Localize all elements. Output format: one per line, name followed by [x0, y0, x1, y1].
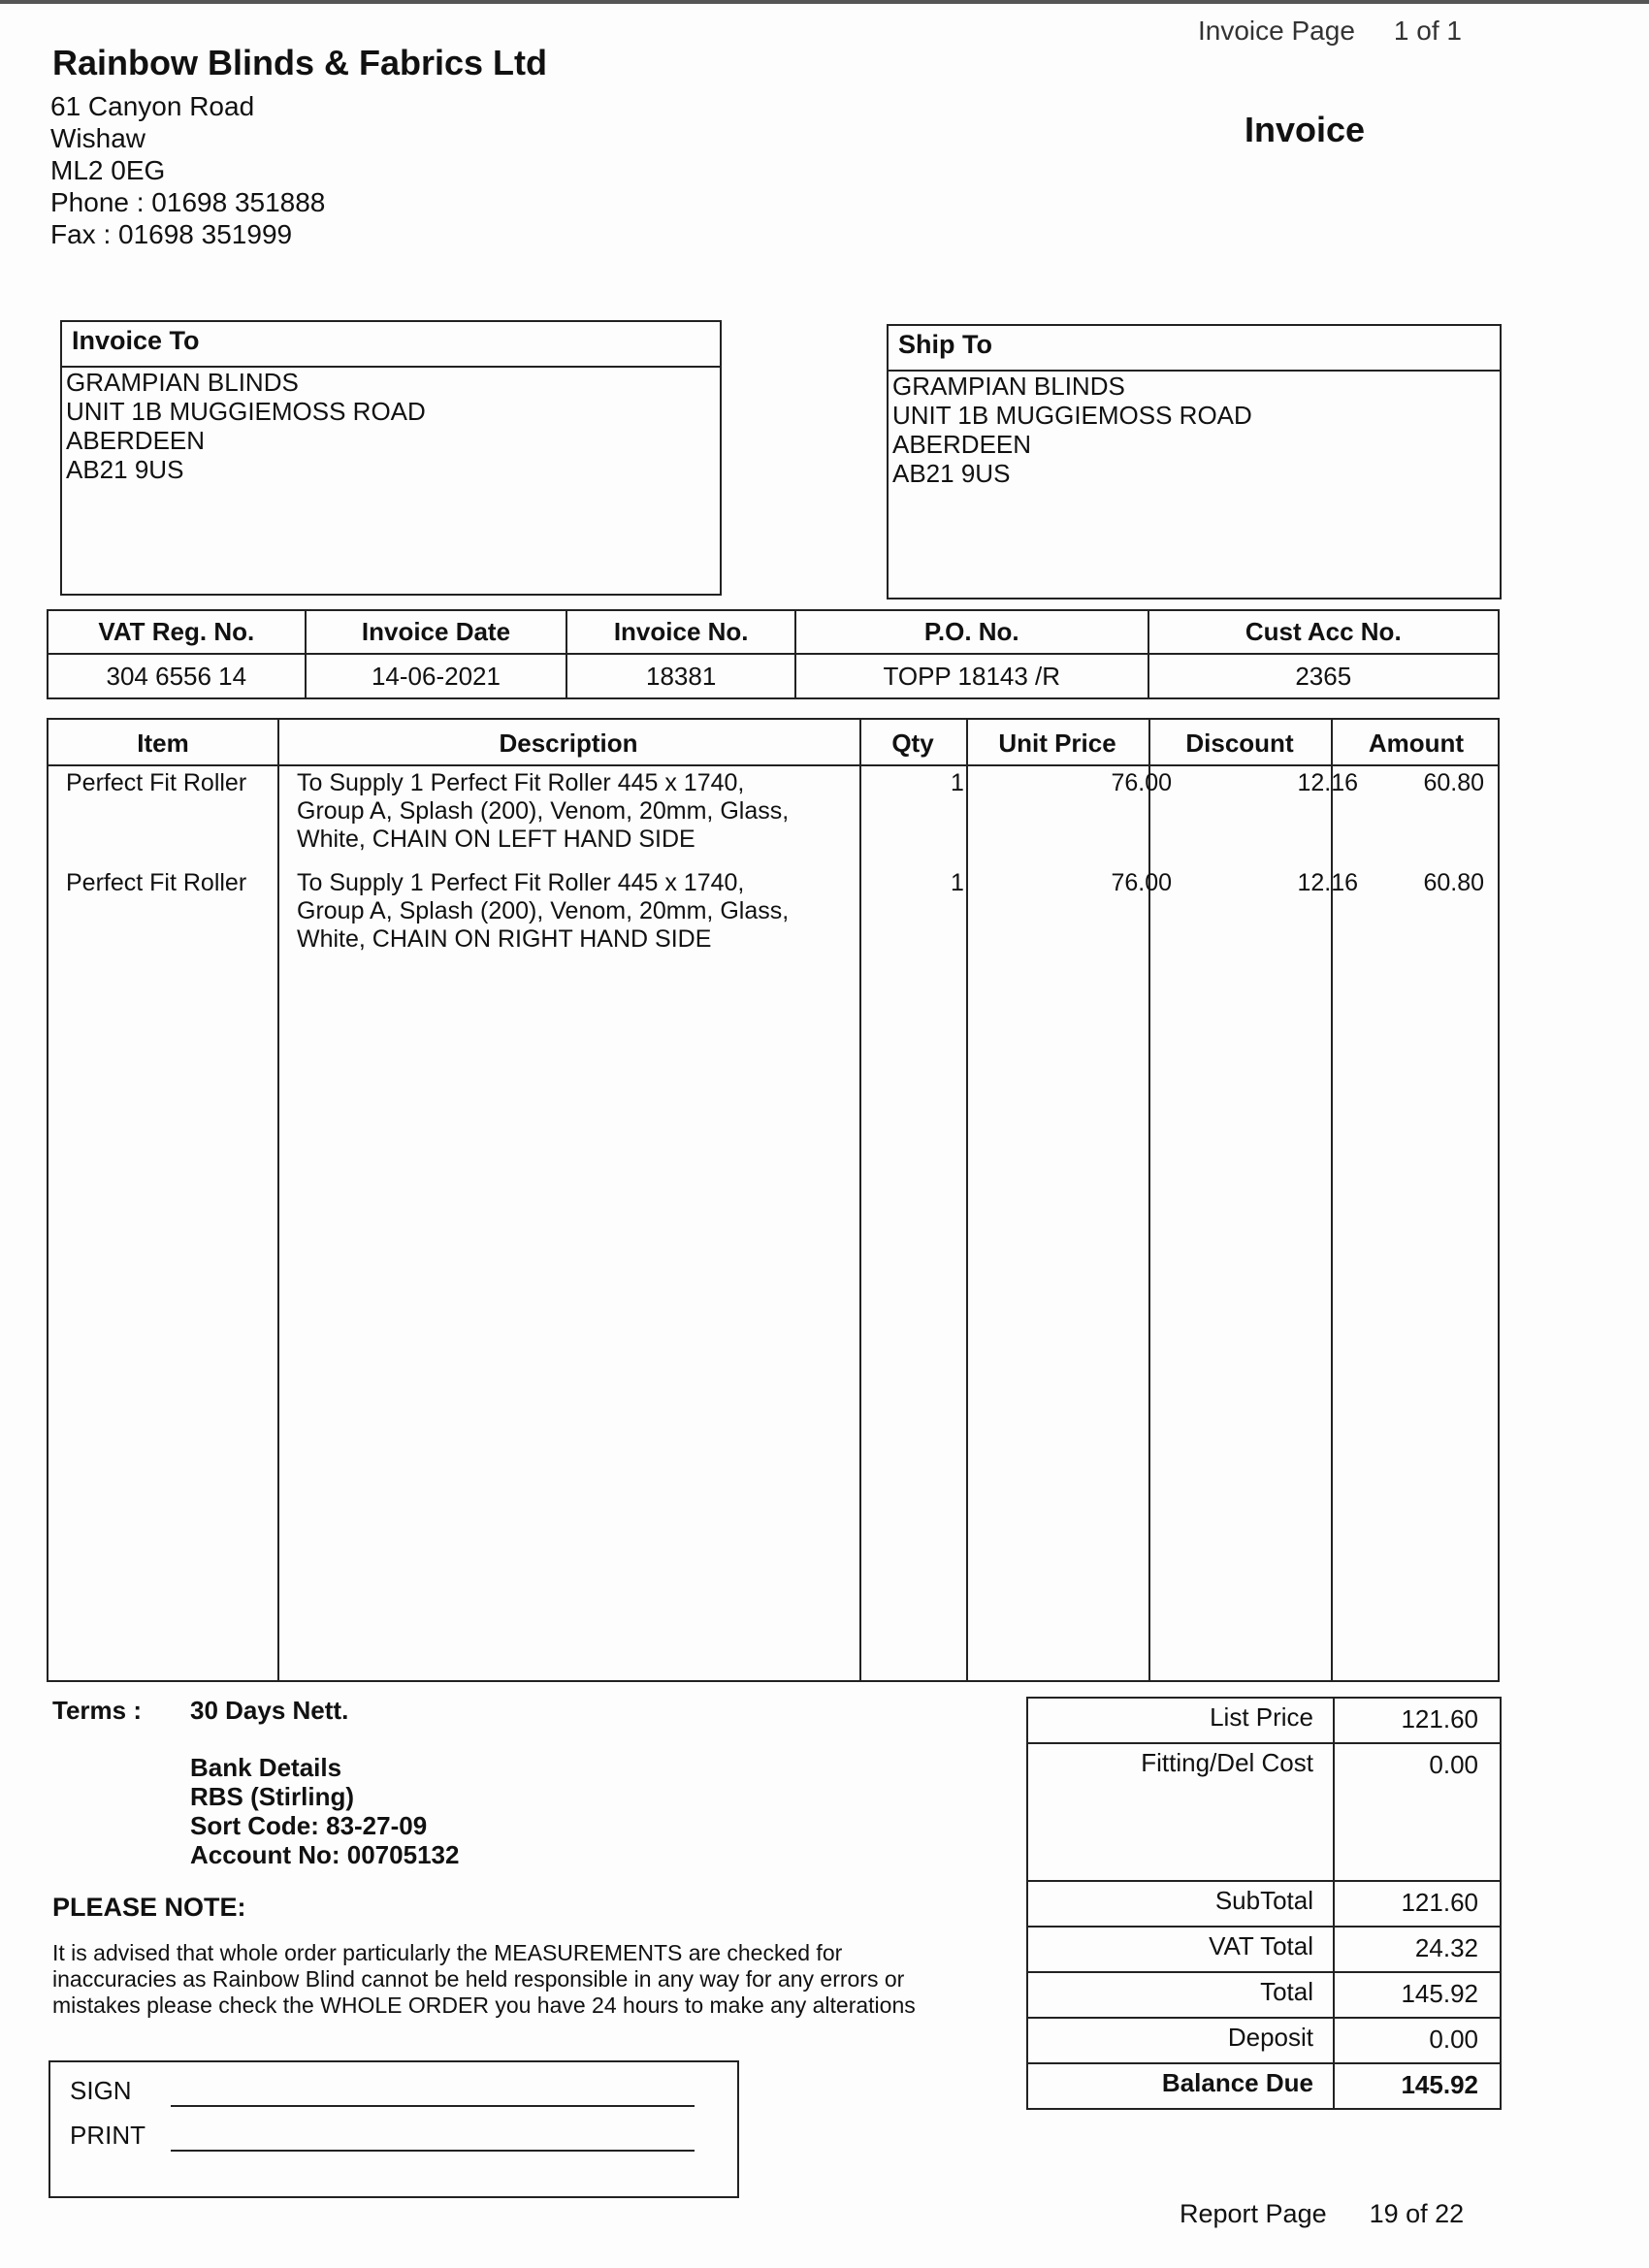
document-title: Invoice [1245, 110, 1366, 149]
total-value: 0.00 [1429, 2025, 1478, 2054]
description-column-header: Description [499, 728, 638, 758]
totals-box [1026, 1697, 1502, 2110]
cust-acc-value: 2365 [1148, 654, 1500, 698]
item-discount: 12.16 [1297, 769, 1358, 796]
item-description [297, 869, 859, 954]
balance-due-value: 145.92 [1401, 2070, 1478, 2099]
invoice-page-indicator [1198, 16, 1462, 47]
note-title: PLEASE NOTE: [52, 1893, 246, 1922]
invoice-page-label: Invoice Page [1198, 16, 1355, 46]
vat-total-row [1028, 1928, 1500, 1973]
invoice-info-table [47, 609, 1500, 699]
invoice-to-line: AB21 9US [66, 455, 184, 484]
total-label: VAT Total [1209, 1931, 1313, 1960]
item-name: Perfect Fit Roller [66, 769, 247, 796]
report-page-indicator [1180, 2199, 1464, 2229]
description-line: To Supply 1 Perfect Fit Roller 445 x 1740, [297, 769, 745, 796]
address-line: Wishaw [50, 123, 146, 153]
deposit-row [1028, 2019, 1500, 2064]
report-page-label: Report Page [1180, 2199, 1327, 2228]
ship-to-line: ABERDEEN [892, 430, 1032, 459]
total-label: Deposit [1227, 2023, 1313, 2052]
note-line: mistakes please check the WHOLE ORDER you have 24 hours to make any alterations [52, 1993, 916, 2018]
invoice-no-header: Invoice No. [566, 610, 795, 654]
invoice-to-line: UNIT 1B MUGGIEMOSS ROAD [66, 397, 426, 426]
ship-to-line: UNIT 1B MUGGIEMOSS ROAD [892, 401, 1252, 430]
invoice-date-header: Invoice Date [306, 610, 567, 654]
balance-due-row [1028, 2064, 1500, 2108]
signature-box [48, 2060, 739, 2198]
ship-to-box [887, 324, 1502, 599]
subtotal-row [1028, 1882, 1500, 1928]
total-value: 0.00 [1429, 1750, 1478, 1779]
phone-line: Phone : 01698 351888 [50, 187, 326, 217]
bank-details [190, 1753, 459, 1869]
report-page-value: 19 of 22 [1369, 2199, 1465, 2228]
sign-line[interactable] [171, 2105, 695, 2107]
item-description [297, 769, 859, 854]
items-table-body [47, 764, 1500, 1682]
bank-line: RBS (Stirling) [190, 1782, 354, 1811]
balance-due-label: Balance Due [1161, 2068, 1313, 2097]
invoice-date-value: 14-06-2021 [306, 654, 567, 698]
fax-line: Fax : 01698 351999 [50, 219, 293, 249]
total-value: 145.92 [1401, 1979, 1478, 2008]
total-label: Fitting/Del Cost [1141, 1748, 1313, 1777]
description-line: Group A, Splash (200), Venom, 20mm, Glass, [297, 797, 790, 825]
ship-to-line: GRAMPIAN BLINDS [892, 372, 1125, 401]
description-line: Group A, Splash (200), Venom, 20mm, Glass, [297, 897, 790, 924]
terms-value: 30 Days Nett. [190, 1696, 349, 1725]
address-line: 61 Canyon Road [50, 91, 255, 121]
bank-line: Account No: 00705132 [190, 1840, 460, 1869]
item-qty: 1 [951, 769, 964, 796]
vat-reg-header: VAT Reg. No. [48, 610, 306, 654]
unit-price-column-header: Unit Price [998, 728, 1116, 758]
qty-column-header: Qty [891, 728, 934, 758]
total-label: SubTotal [1214, 1886, 1313, 1915]
invoice-no-value: 18381 [566, 654, 795, 698]
po-no-header: P.O. No. [795, 610, 1148, 654]
item-unit-price: 76.00 [1111, 769, 1172, 796]
description-line: White, CHAIN ON LEFT HAND SIDE [297, 826, 695, 853]
item-amount: 60.80 [1423, 869, 1484, 896]
item-discount: 12.16 [1297, 869, 1358, 896]
item-unit-price: 76.00 [1111, 869, 1172, 896]
terms-label: Terms : [52, 1696, 142, 1725]
address-line: ML2 0EG [50, 155, 166, 185]
description-line: To Supply 1 Perfect Fit Roller 445 x 1740, [297, 869, 745, 896]
total-value: 121.60 [1401, 1888, 1478, 1917]
invoice-to-line: ABERDEEN [66, 426, 206, 455]
vat-reg-value: 304 6556 14 [48, 654, 306, 698]
fitting-del-row [1028, 1744, 1500, 1882]
cust-acc-header: Cust Acc No. [1148, 610, 1500, 654]
items-table-header [47, 718, 1500, 766]
note-line: It is advised that whole order particularly the MEASUREMENTS are checked for [52, 1940, 843, 1965]
item-amount: 60.80 [1423, 769, 1484, 796]
amount-column-header: Amount [1368, 728, 1465, 758]
bank-line: Sort Code: 83-27-09 [190, 1811, 428, 1840]
bank-line: Bank Details [190, 1753, 342, 1782]
scan-edge [0, 0, 1649, 4]
item-name: Perfect Fit Roller [66, 869, 247, 896]
item-column-header: Item [137, 728, 189, 758]
item-qty: 1 [951, 869, 964, 896]
po-no-value: TOPP 18143 /R [795, 654, 1148, 698]
invoice-to-line: GRAMPIAN BLINDS [66, 368, 299, 397]
print-label: PRINT [70, 2121, 146, 2150]
note-text [52, 1940, 984, 2019]
invoice-to-box [60, 320, 722, 596]
list-price-row [1028, 1699, 1500, 1744]
ship-to-heading: Ship To [889, 326, 1500, 372]
invoice-page-value: 1 of 1 [1393, 16, 1462, 46]
total-label: List Price [1210, 1702, 1313, 1732]
total-row [1028, 1973, 1500, 2019]
note-line: inaccuracies as Rainbow Blind cannot be held responsible in any way for any errors or [52, 1966, 905, 1992]
total-label: Total [1260, 1977, 1313, 2006]
invoice-to-heading: Invoice To [62, 322, 720, 368]
ship-to-line: AB21 9US [892, 459, 1011, 488]
print-line[interactable] [171, 2150, 695, 2152]
total-value: 24.32 [1414, 1933, 1478, 1962]
company-address [50, 90, 325, 250]
discount-column-header: Discount [1185, 728, 1294, 758]
description-line: White, CHAIN ON RIGHT HAND SIDE [297, 925, 712, 953]
total-value: 121.60 [1401, 1704, 1478, 1733]
sign-label: SIGN [70, 2076, 132, 2105]
company-name: Rainbow Blinds & Fabrics Ltd [52, 43, 548, 82]
